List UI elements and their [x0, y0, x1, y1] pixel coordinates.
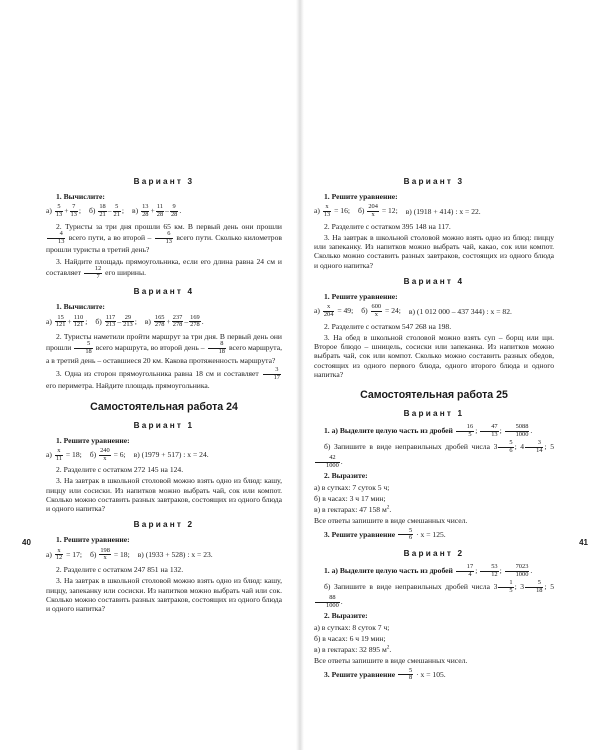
task-2: 2. Разделите с остатком 272 145 на 124. — [56, 465, 184, 475]
task-1b: б) Запишите в виде неправильных дробей числа 3 $\frac{5}{6}$ ; 4 $\frac{3}{14}$ ; 5 $\frac{42}{1000}$ . — [314, 440, 554, 469]
task-1-equations: а) $\frac{x}{12}$ = 17; б) $\frac{198}{x}$ = 18; в) (1933 + 528) : x = 23. — [46, 546, 213, 562]
task-2-item: а) в сутках: 8 суток 7 ч; — [314, 622, 390, 632]
task-2: 2. Выразите: — [324, 471, 368, 481]
task-2-item: б) в часах: 6 ч 19 мин; — [314, 633, 386, 643]
task-1-equations: а) $\frac{x}{11}$ = 18; б) $\frac{240}{x}$ = 6; в) (1979 + 517) : x = 24. — [46, 446, 209, 462]
task-1: 1. Решите уравнение: — [56, 535, 130, 545]
task-3: 3. Решите уравнение $\frac{5}{8}$ · x = 105. — [324, 666, 446, 682]
task-3: 3. Решите уравнение $\frac{5}{6}$ · x = 125. — [324, 526, 446, 542]
task-2: 2. Выразите: — [324, 611, 368, 621]
page-number: 41 — [579, 538, 588, 547]
variant-3-title: Вариант 3 — [403, 177, 465, 186]
task-3: 3. Найдите площадь прямоугольника, если его длина равна 24 см и составляет $\frac{12}{7}$ его ширины. — [46, 256, 282, 280]
task-1-equations: а) $\frac{x}{13}$ = 16; б) $\frac{204}{x}$ = 12; в) (1918 + 414) : x = 22. — [314, 203, 481, 218]
task-1: 1. Решите уравнение: — [56, 435, 130, 445]
variant-1-title: Вариант 1 — [403, 409, 465, 419]
task-1a: 1. а) Выделите целую часть из дробей $\frac{16}{5}$ ; $\frac{47}{13}$ ; $\frac{5088}{1000}$ . — [324, 423, 533, 438]
task-1-expressions: а) $\frac{5}{13}$ + $\frac{7}{13}$ ; б) $\frac{18}{21}$ – $\frac{5}{21}$ ; в) $\frac{13}{28}$ + $\frac{11}{28}$ – $\frac{9}{28}$ . — [46, 203, 182, 218]
task-1: 1. Вычислите: — [56, 302, 105, 312]
task-3: 3. На обед в школьной столовой можно взять суп – борщ или щи. Второе блюдо – шницель, сосиски или запеканка. Из напитков можно выбрать чай, сок или компот. Сколько можно составить разных обедов, состоящих из одного первого блюда, одного второго блюда и одного напитка? — [314, 332, 554, 379]
variant-4-title: Вариант 4 — [403, 276, 465, 286]
task-1: 1. Решите уравнение: — [324, 291, 398, 301]
task-1: 1. Вычислите: — [56, 192, 105, 201]
task-2-note: Все ответы запишите в виде смешанных чисел. — [314, 516, 468, 526]
task-1: 1. Решите уравнение: — [324, 192, 398, 201]
variant-2-title: Вариант 2 — [133, 520, 195, 530]
task-1-expressions: а) $\frac{15}{121}$ + $\frac{110}{121}$ ; б) $\frac{117}{213}$ – $\frac{29}{213}$ ; в) $\frac{165}{278}$ + $\frac{237}{278}$ – $\frac{169}{278}$ . — [46, 313, 204, 329]
page-number: 40 — [22, 538, 31, 547]
right-page — [300, 0, 600, 750]
variant-1-title: Вариант 1 — [133, 420, 195, 430]
task-2-item: в) в гектарах: 47 158 $м^2$. — [314, 505, 392, 515]
task-2: 2. Разделите с остатком 395 148 на 117. — [324, 221, 451, 231]
task-1-equations: а) $\frac{x}{204}$ = 49; б) $\frac{600}{x}$ = 24; в) (1 012 000 – 437 344) : x = 82. — [314, 303, 512, 318]
task-3: 3. Одна из сторон прямоугольника равна 18 см и составляет $\frac{3}{17}$ его периметра. Найдите площадь прямоугольника. — [46, 365, 280, 391]
left-column — [46, 170, 282, 615]
task-2: 2. Разделите с остатком 547 268 на 198. — [324, 321, 452, 331]
task-2: 2. Туристы за три дня прошли 65 км. В первый день они прошли $\frac{4}{13}$ всего пути, а во второй – $\frac{6}{13}$ всего пути. Сколько километров прошли туристы в третий день? — [46, 221, 282, 255]
variant-2-title: Вариант 2 — [403, 549, 465, 559]
variant-3-title: Вариант 3 — [133, 177, 195, 186]
task-2-note: Все ответы запишите в виде смешанных чисел. — [314, 656, 468, 666]
task-3: 3. На завтрак в школьной столовой можно взять одно из блюд: кашу, пиццу, запеканку или сосиски. Из напитков можно выбрать чай или сок. Сколько можно составить разных завтраков, состоящих из одного блюда и одного напитка? — [46, 576, 282, 614]
task-3: 3. На завтрак в школьной столовой можно взять одно из блюд: пиццу или запеканку. Из напитков можно выбрать чай, какао, сок или компот. Сколько можно составить разных завтраков, состоящих из одного блюда и одного напитка? — [314, 232, 554, 270]
section-title: Самостоятельная работа 24 — [90, 400, 238, 413]
task-2-item: б) в часах: 3 ч 17 мин; — [314, 493, 386, 503]
task-3: 3. На завтрак в школьной столовой можно взять одно из блюд: кашу, пиццу или сосиски. Из напитков можно выбрать чай, сок или компот. Сколько можно составить разных завтраков, состоящих из одного блюда и одного напитка? — [46, 476, 282, 514]
task-2-item: а) в сутках: 7 суток 5 ч; — [314, 482, 390, 492]
variant-4-title: Вариант 4 — [133, 287, 195, 297]
section-title: Самостоятельная работа 25 — [360, 389, 508, 402]
task-1a: 1. а) Выделите целую часть из дробей $\frac{17}{4}$ ; $\frac{53}{12}$ ; $\frac{7023}{1000}$ . — [324, 563, 533, 578]
task-2-item: в) в гектарах: 32 895 $м^2$. — [314, 645, 392, 655]
task-2: 2. Разделите с остатком 247 851 на 132. — [56, 565, 184, 575]
task-1b: б) Запишите в виде неправильных дробей числа 3 $\frac{1}{5}$ ; 3 $\frac{5}{18}$ ; 5 $\frac{88}{1000}$ . — [314, 580, 554, 609]
task-2: 2. Туристы наметили пройти маршрут за три дня. В первый день они прошли $\frac{5}{18}$ всего маршрута, во второй день – $\frac{8}{18}$ всего маршрута, а в третий день – оставшиеся 20 км. Какова протяженность маршрута? — [46, 332, 282, 365]
right-column — [314, 170, 554, 684]
